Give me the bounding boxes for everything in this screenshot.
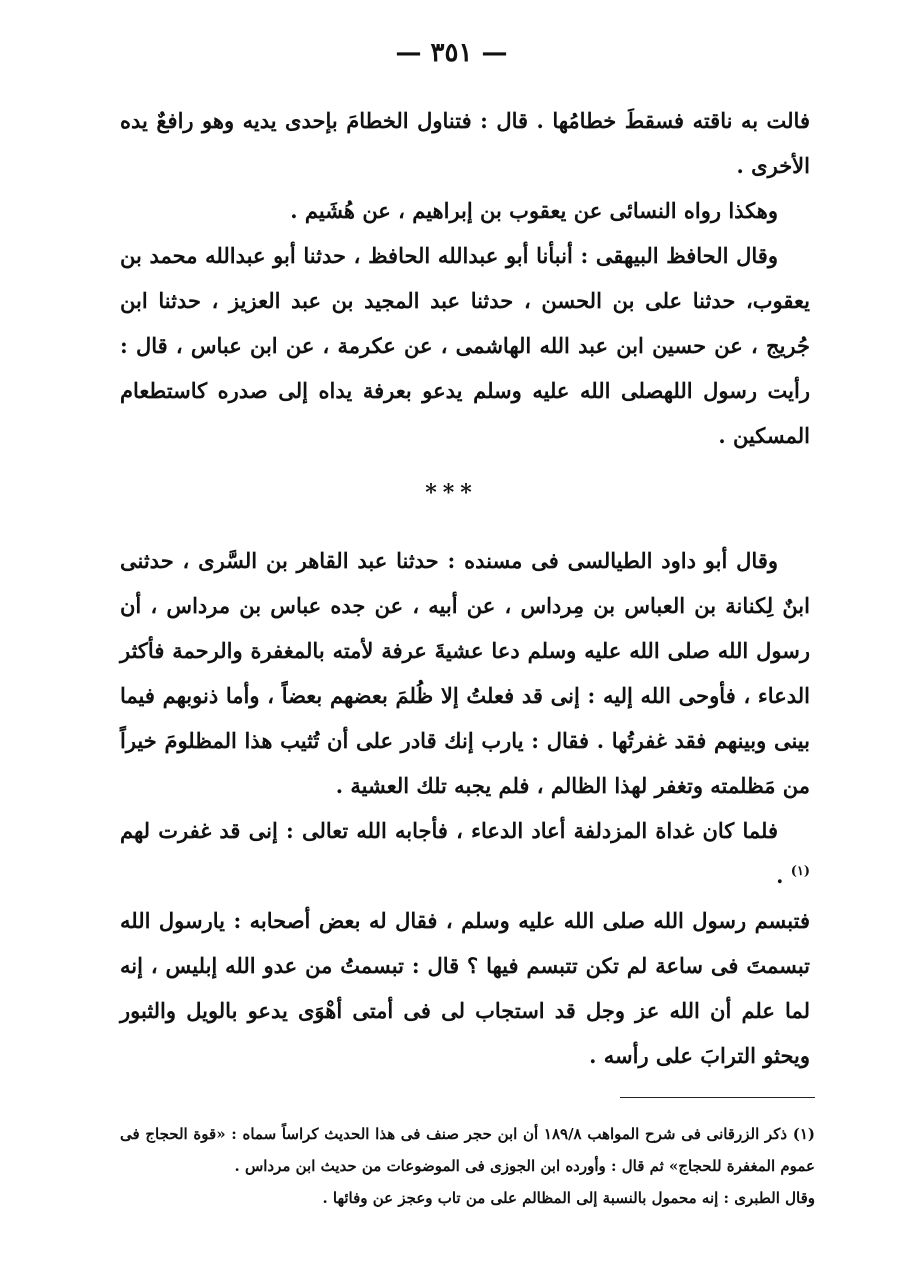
paragraph: وقال أبو داود الطيالسى فى مسنده : حدثنا عبد القاهر بن السَّرى ، حدثنى ابنٌ لِكنانة بن العباس بن مِرداس ، عن أبيه ، عن جده عباس بن مرداس ، أن رسول الله صلى الله عليه وسلم دعا عشيةَ عرفة لأمته بالمغفرة والرحمة فأكثر الدعاء ، فأوحى الله إليه : إنى قد فعلتُ إلا ظُلمَ بعضهم بعضاً ، وأما ذنوبهم فيما بينى وبينهم فقد غفرتُها . فقال : يارب إنك قادر على أن تُثيب هذا المظلومَ خيراً من مَظلمته وتغفر لهذا الظالم ، فلم يجبه تلك العشية . <box>120 548 810 798</box>
footnotes <box>120 1118 815 1214</box>
text-block-2 <box>120 538 810 1078</box>
page-number: — ٣٥١ — <box>395 38 508 68</box>
footnote: وقال الطبرى : إنه محمول بالنسبة إلى المظالم على من تاب وعجز عن وفائها . <box>322 1189 815 1207</box>
paragraph: وهكذا رواه النسائى عن يعقوب بن إبراهيم ، عن هُشَيم . <box>290 198 778 223</box>
paragraph-text: فلما كان غداة المزدلفة أعاد الدعاء ، فأجابه الله تعالى : إنى قد غفرت لهم <box>120 818 778 843</box>
section-separator: *** <box>425 480 478 506</box>
paragraph: فالت به ناقته فسقطَ خطامُها . قال : فتناول الخطامَ بإحدى يديه وهو رافعٌ يده الأخرى . <box>120 108 810 178</box>
footnote-marker[interactable]: (١) <box>790 864 810 879</box>
text-block-1 <box>120 98 810 458</box>
footnote-divider <box>620 1097 815 1098</box>
footnote: (١) ذكر الزرقانى فى شرح المواهب ١٨٩/٨ أن ابن حجر صنف فى هذا الحديث كراساً سماه : «قوة الحجاج فى عموم المغفرة للحجاج» ثم قال : وأورده ابن الجوزى فى الموضوعات من حديث ابن مرداس . <box>120 1125 815 1175</box>
paragraph-with-footnote: فلما كان غداة المزدلفة أعاد الدعاء ، فأجابه الله تعالى : إنى قد غفرت لهم $^{(١)}$ . <box>120 818 810 888</box>
paragraph: وقال الحافظ البيهقى : أنبأنا أبو عبدالله الحافظ ، حدثنا أبو عبدالله محمد بن يعقوب، حدثنا على بن الحسن ، حدثنا عبد المجيد بن عبد العزيز ، حدثنا ابن جُريج ، عن حسين ابن عبد الله الهاشمى ، عن عكرمة ، عن ابن عباس ، قال : رأيت رسول اللهصلى الله عليه وسلم يدعو بعرفة يداه إلى صدره كاستطعام المسكين . <box>120 243 810 448</box>
paragraph: فتبسم رسول الله صلى الله عليه وسلم ، فقال له بعض أصحابه : يارسول الله تبسمتَ فى ساعة لم تكن تتبسم فيها ؟ قال : تبسمتُ من عدو الله إبليس ، إنه لما علم أن الله عز وجل قد استجاب لى فى أمتى أهْوَى يدعو بالويل والثبور ويحثو الترابَ على رأسه . <box>120 908 810 1068</box>
